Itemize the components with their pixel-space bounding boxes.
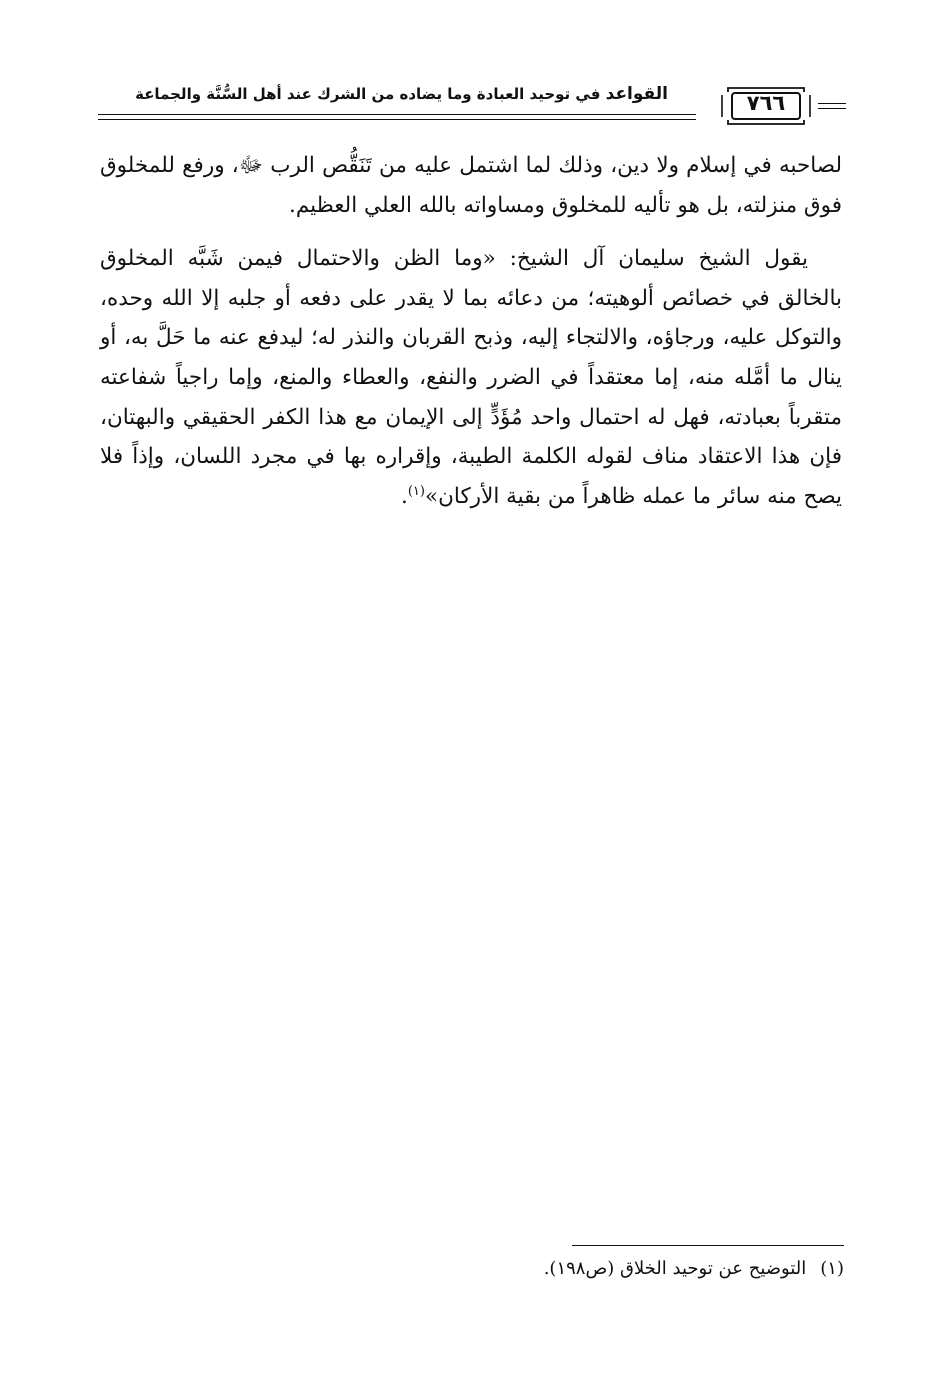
footnote-number: (١) [820, 1258, 844, 1279]
header-rule-bottom [98, 119, 696, 120]
page-number-box [718, 86, 814, 126]
paragraph-2-end: . [400, 483, 408, 509]
footnote [544, 1258, 844, 1279]
header-title-text: في توحيد العبادة وما يضاده من الشرك عند أهل السُّنَّة والجماعة [135, 85, 606, 103]
header-rule-top [98, 114, 696, 115]
paragraph-2 [100, 239, 842, 516]
footnote-separator [572, 1245, 844, 1246]
header-rule-right [818, 103, 846, 113]
footnote-reference: (١) [407, 483, 425, 499]
footnote-text: التوضيح عن توحيد الخلاق (ص١٩٨). [543, 1258, 807, 1279]
page-number: ٧٦٦ [746, 91, 786, 115]
paragraph-2-text: يقول الشيخ سليمان آل الشيخ: «وما الظن والاحتمال فيمن شَبَّه المخلوق بالخالق في خصائص ألوهيته؛ من دعائه بما لا يقدر على دفعه أو جلبه إلا الله وحده، والتوكل عليه، ورجاؤه، والالتجاء إليه، وذبح القربان والنذر له؛ ليدفع عنه ما حَلَّ به، أو ينال ما أمَّله منه، إما معتقداً في الضرر والنفع، والعطاء والمنع، وإما راجياً شفاعته متقرباً بعبادته، فهل له احتمال واحد مُؤَدٍّ إلى الإيمان مع هذا الكفر الحقيقي والبهتان، فإن هذا الاعتقاد مناف لقوله الكلمة الطيبة، وإقراره بها في مجرد اللسان، وإذاً فلا يصح منه سائر ما عمله ظاهراً من بقية الأركان» [100, 246, 842, 509]
header-title-keyword: القواعد [605, 84, 668, 104]
running-header [98, 76, 846, 130]
paragraph-1: لصاحبه في إسلام ولا دين، وذلك لما اشتمل عليه من تَنَقُّص الرب ﷻ، ورفع للمخلوق فوق منزلته، بل هو تأليه للمخلوق ومساواته بالله العلي العظيم. [100, 153, 842, 218]
body-text [100, 146, 842, 516]
header-title [135, 84, 668, 104]
